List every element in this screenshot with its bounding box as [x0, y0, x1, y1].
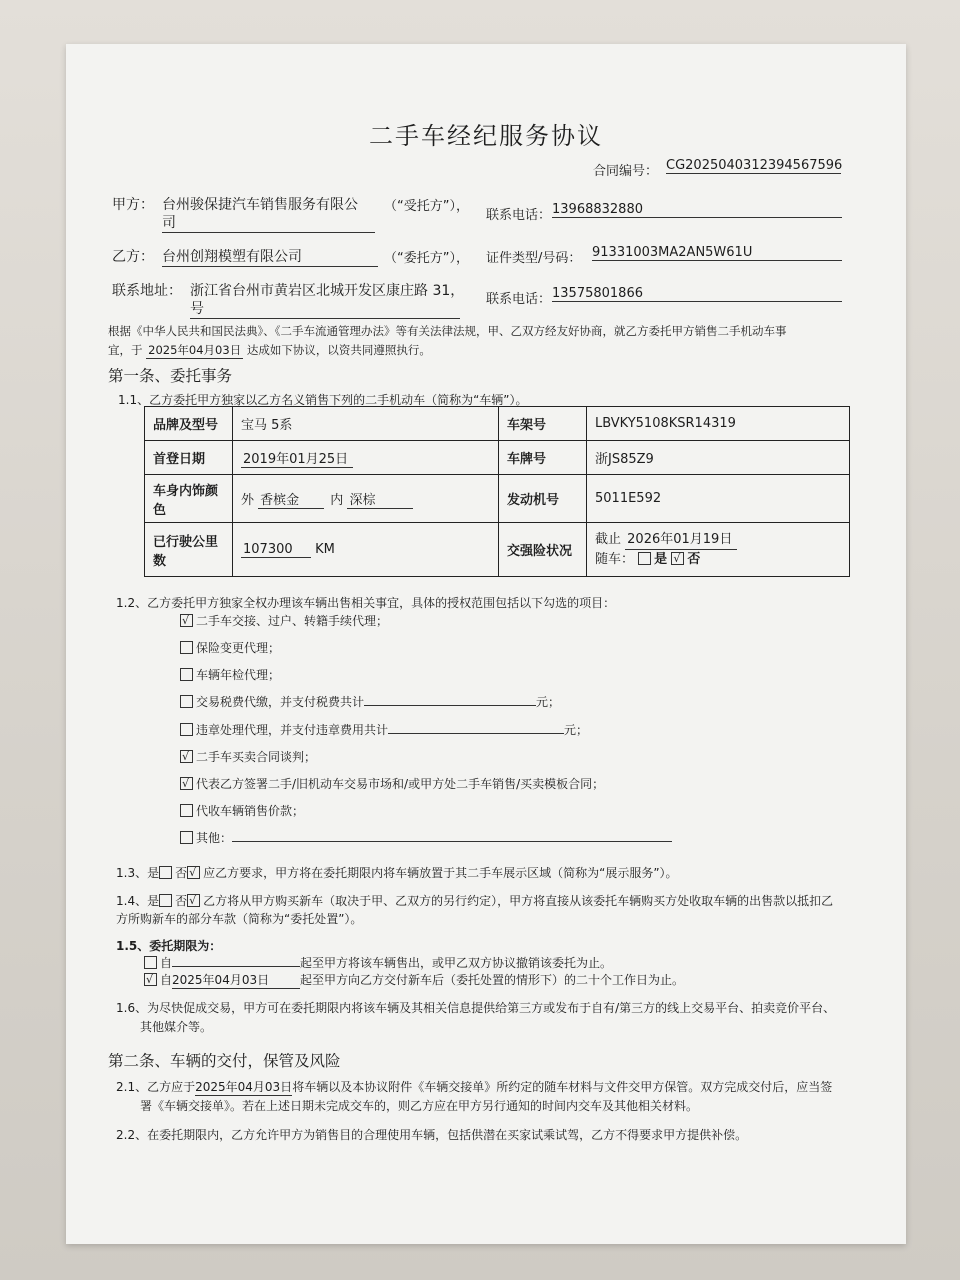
- party-a-phone-label: 联系电话：: [486, 208, 552, 223]
- insurance-label: 交强险状况: [499, 523, 587, 577]
- insurance-no-checkbox[interactable]: [671, 552, 684, 565]
- clause-2-1-line2: 署《车辆交接单》。若在上述日期未完成交车的，则乙方应在甲方另行通知的时间内交车及其他相关材料。: [140, 1099, 699, 1113]
- clause-2-1-pre: 2.1、乙方应于: [116, 1080, 196, 1094]
- option-6-label: 二手车买卖合同谈判；: [196, 750, 317, 764]
- contract-paper: [66, 44, 906, 1244]
- plate-label: 车牌号: [499, 441, 587, 475]
- clause-1-5-b-post: 起至甲方向乙方交付新车后（委托处置的情形下）的二十个工作日为止。: [300, 973, 685, 987]
- party-a-label: 甲方：: [112, 197, 154, 213]
- vin-label: 车架号: [499, 407, 587, 441]
- clause-1-2: 1.2、乙方委托甲方独家全权办理该车辆出售相关事宜，具体的授权范围包括以下勾选的项目：: [116, 596, 616, 610]
- clause-1-4-line2: 方所购新车的部分车款（简称为“委托处置”）。: [116, 912, 363, 926]
- intro-line2-post: 达成如下协议，以资共同遵照执行。: [246, 343, 431, 357]
- option-9-label: 其他：: [196, 831, 233, 845]
- option-6: [180, 748, 316, 765]
- option-4-checkbox[interactable]: [180, 695, 193, 708]
- option-4-label: 交易税费代缴，并支付税费共计: [196, 695, 365, 709]
- option-7-checkbox[interactable]: [180, 777, 193, 790]
- party-a-phone: 13968832880: [552, 202, 842, 218]
- brand-value: 宝马 5系: [233, 407, 499, 441]
- clause-2-1-post: 将车辆以及本协议附件《车辆交接单》所约定的随车材料与文件交甲方保管。双方完成交付后，应当签: [292, 1080, 833, 1094]
- clause-1-4-no-checkbox[interactable]: [187, 894, 200, 907]
- option-4: [180, 693, 560, 710]
- party-a-name-line1: 台州骏保捷汽车销售服务有限公: [162, 197, 358, 213]
- exterior-color: 香槟金: [258, 489, 324, 509]
- option-9-checkbox[interactable]: [180, 831, 193, 844]
- clause-2-1: [116, 1078, 832, 1096]
- party-b-name: 台州创翔模塑有限公司: [162, 246, 378, 267]
- option-9-other-blank[interactable]: [232, 829, 672, 842]
- option-8-checkbox[interactable]: [180, 804, 193, 817]
- intro-date: 2025年04月03日: [148, 343, 242, 357]
- option-1-checkbox[interactable]: [180, 614, 193, 627]
- clause-1-3-mid: 否: [175, 866, 188, 880]
- reg-date-label: 首登日期: [145, 441, 233, 475]
- section2-title: 第二条、车辆的交付，保管及风险: [108, 1052, 341, 1070]
- clause-1-5-a-date-blank[interactable]: [172, 954, 300, 967]
- interior-label: 内: [330, 492, 344, 508]
- option-8-label: 代收车辆销售价款；: [196, 804, 305, 818]
- mileage-value: 107300: [241, 542, 311, 558]
- option-9: [180, 829, 672, 846]
- clause-1-4-mid: 否: [175, 894, 188, 908]
- clause-2-1-date: 2025年04月03日: [195, 1080, 293, 1094]
- clause-1-5-a-pre: 自: [160, 956, 173, 970]
- clause-1-5-b-pre: 自: [160, 973, 173, 987]
- option-8: [180, 802, 304, 819]
- clause-1-5-a-checkbox[interactable]: [144, 956, 157, 969]
- option-7: [180, 775, 604, 792]
- option-1: [180, 612, 388, 629]
- option-3: [180, 666, 280, 683]
- clause-1-4: [116, 892, 833, 909]
- option-2-checkbox[interactable]: [180, 641, 193, 654]
- contract-number: CG2025040312394567596: [666, 158, 843, 173]
- clause-1-5: 1.5、委托期限为：: [116, 939, 222, 953]
- option-6-checkbox[interactable]: [180, 750, 193, 763]
- insurance-no-label: 否: [687, 552, 701, 567]
- option-7-label: 代表乙方签署二手/旧机动车交易市场和/或甲方处二手车销售/买卖模板合同；: [196, 777, 605, 791]
- clause-1-3-pre: 1.3、是: [116, 866, 160, 880]
- clause-1-5-b: [144, 971, 684, 989]
- engine-label: 发动机号: [499, 475, 587, 523]
- clause-1-3-post: 应乙方要求，甲方将在委托期限内将车辆放置于其二手车展示区域（简称为“展示服务”）。: [203, 866, 678, 880]
- clause-1-1: 1.1、乙方委托甲方独家以乙方名义销售下列的二手机动车（简称为“车辆”）。: [118, 393, 528, 407]
- brand-label: 品牌及型号: [145, 407, 233, 441]
- insurance-yes-label: 是: [654, 552, 668, 567]
- clause-1-3: [116, 864, 678, 881]
- clause-1-3-no-checkbox[interactable]: [187, 866, 200, 879]
- clause-1-6-line2: 其他媒介等。: [140, 1020, 213, 1034]
- option-5-amount-blank[interactable]: [388, 721, 564, 734]
- plate-value: 浙JS85Z9: [587, 441, 850, 475]
- mileage-label-line1: 已行驶公里: [153, 534, 219, 550]
- reg-date-value: 2019年01月25日: [241, 448, 353, 468]
- option-5-label: 违章处理代理，并支付违章费用共计: [196, 723, 389, 737]
- party-b-address-label: 联系地址：: [112, 283, 182, 299]
- contract-number-label: 合同编号：: [593, 164, 659, 179]
- option-4-suffix: 元；: [536, 695, 561, 709]
- party-b-id: 91331003MA2AN5W61U: [592, 245, 842, 261]
- clause-2-2: 2.2、在委托期限内，乙方允许甲方为销售目的合理使用车辆，包括供潜在买家试乘试驾，乙方不得要求甲方提供补偿。: [116, 1128, 748, 1142]
- party-a-name-line2: 司: [162, 212, 375, 233]
- section1-title: 第一条、委托事务: [108, 367, 233, 385]
- option-5: [180, 721, 588, 738]
- clause-1-4-yes-checkbox[interactable]: [159, 894, 172, 907]
- party-b-id-label: 证件类型/号码：: [486, 251, 582, 266]
- party-b-phone-label: 联系电话：: [486, 292, 552, 307]
- mileage-unit: KM: [315, 541, 335, 557]
- insurance-date: 2026年01月19日: [625, 530, 737, 550]
- option-5-suffix: 元；: [564, 723, 589, 737]
- insurance-yes-checkbox[interactable]: [638, 552, 651, 565]
- option-5-checkbox[interactable]: [180, 723, 193, 736]
- mileage-label-line2: 数: [153, 553, 167, 569]
- clause-1-4-pre: 1.4、是: [116, 894, 160, 908]
- clause-1-3-yes-checkbox[interactable]: [159, 866, 172, 879]
- party-b-address-line1: 浙江省台州市黄岩区北城开发区康庄路 31，: [190, 283, 465, 299]
- intro-line1: 根据《中华人民共和国民法典》、《二手车流通管理办法》等有关法律法规，甲、乙双方经友好协商，就乙方委托甲方销售二手机动车事: [108, 324, 787, 338]
- color-label-line2: 色: [153, 502, 167, 518]
- intro-line2-pre: 宜，于: [108, 343, 143, 357]
- party-a-role: （“受托方”），: [384, 199, 469, 214]
- exterior-label: 外: [241, 492, 255, 508]
- option-2-label: 保险变更代理；: [196, 641, 281, 655]
- color-label-line1: 车身内饰颜: [153, 483, 219, 499]
- party-b-label: 乙方：: [112, 249, 154, 265]
- option-3-checkbox[interactable]: [180, 668, 193, 681]
- clause-1-5-b-checkbox[interactable]: [144, 973, 157, 986]
- party-b-address-line2: 号: [190, 298, 460, 319]
- option-3-label: 车辆年检代理；: [196, 668, 281, 682]
- option-2: [180, 639, 280, 656]
- option-4-amount-blank[interactable]: [364, 693, 536, 706]
- vehicle-info-table: [144, 406, 850, 577]
- party-b-role: （“委托方”），: [384, 251, 469, 266]
- insurance-prefix: 截止: [595, 532, 622, 547]
- engine-value: 5011E592: [587, 475, 850, 523]
- clause-1-6-line1: 1.6、为尽快促成交易，甲方可在委托期限内将该车辆及其相关信息提供给第三方或发布于自有/第三方的线上交易平台、拍卖竞价平台、: [116, 1001, 836, 1015]
- interior-color: 深棕: [347, 489, 413, 509]
- insurance-with-car: 随车：: [595, 552, 635, 567]
- clause-1-5-a: [144, 954, 612, 971]
- vin-value: LBVKY5108KSR14319: [587, 407, 850, 441]
- document-title: 二手车经纪服务协议: [369, 122, 603, 150]
- option-1-label: 二手车交接、过户、转籍手续代理；: [196, 614, 389, 628]
- party-b-phone: 13575801866: [552, 286, 842, 302]
- clause-1-5-b-date: 2025年04月03日: [172, 971, 300, 989]
- clause-1-4-post: 乙方将从甲方购买新车（取决于甲、乙双方的另行约定），甲方将直接从该委托车辆购买方处收取车辆的出售款以抵扣乙: [203, 894, 834, 908]
- clause-1-5-a-post: 起至甲方将该车辆售出，或甲乙双方协议撤销该委托为止。: [300, 956, 613, 970]
